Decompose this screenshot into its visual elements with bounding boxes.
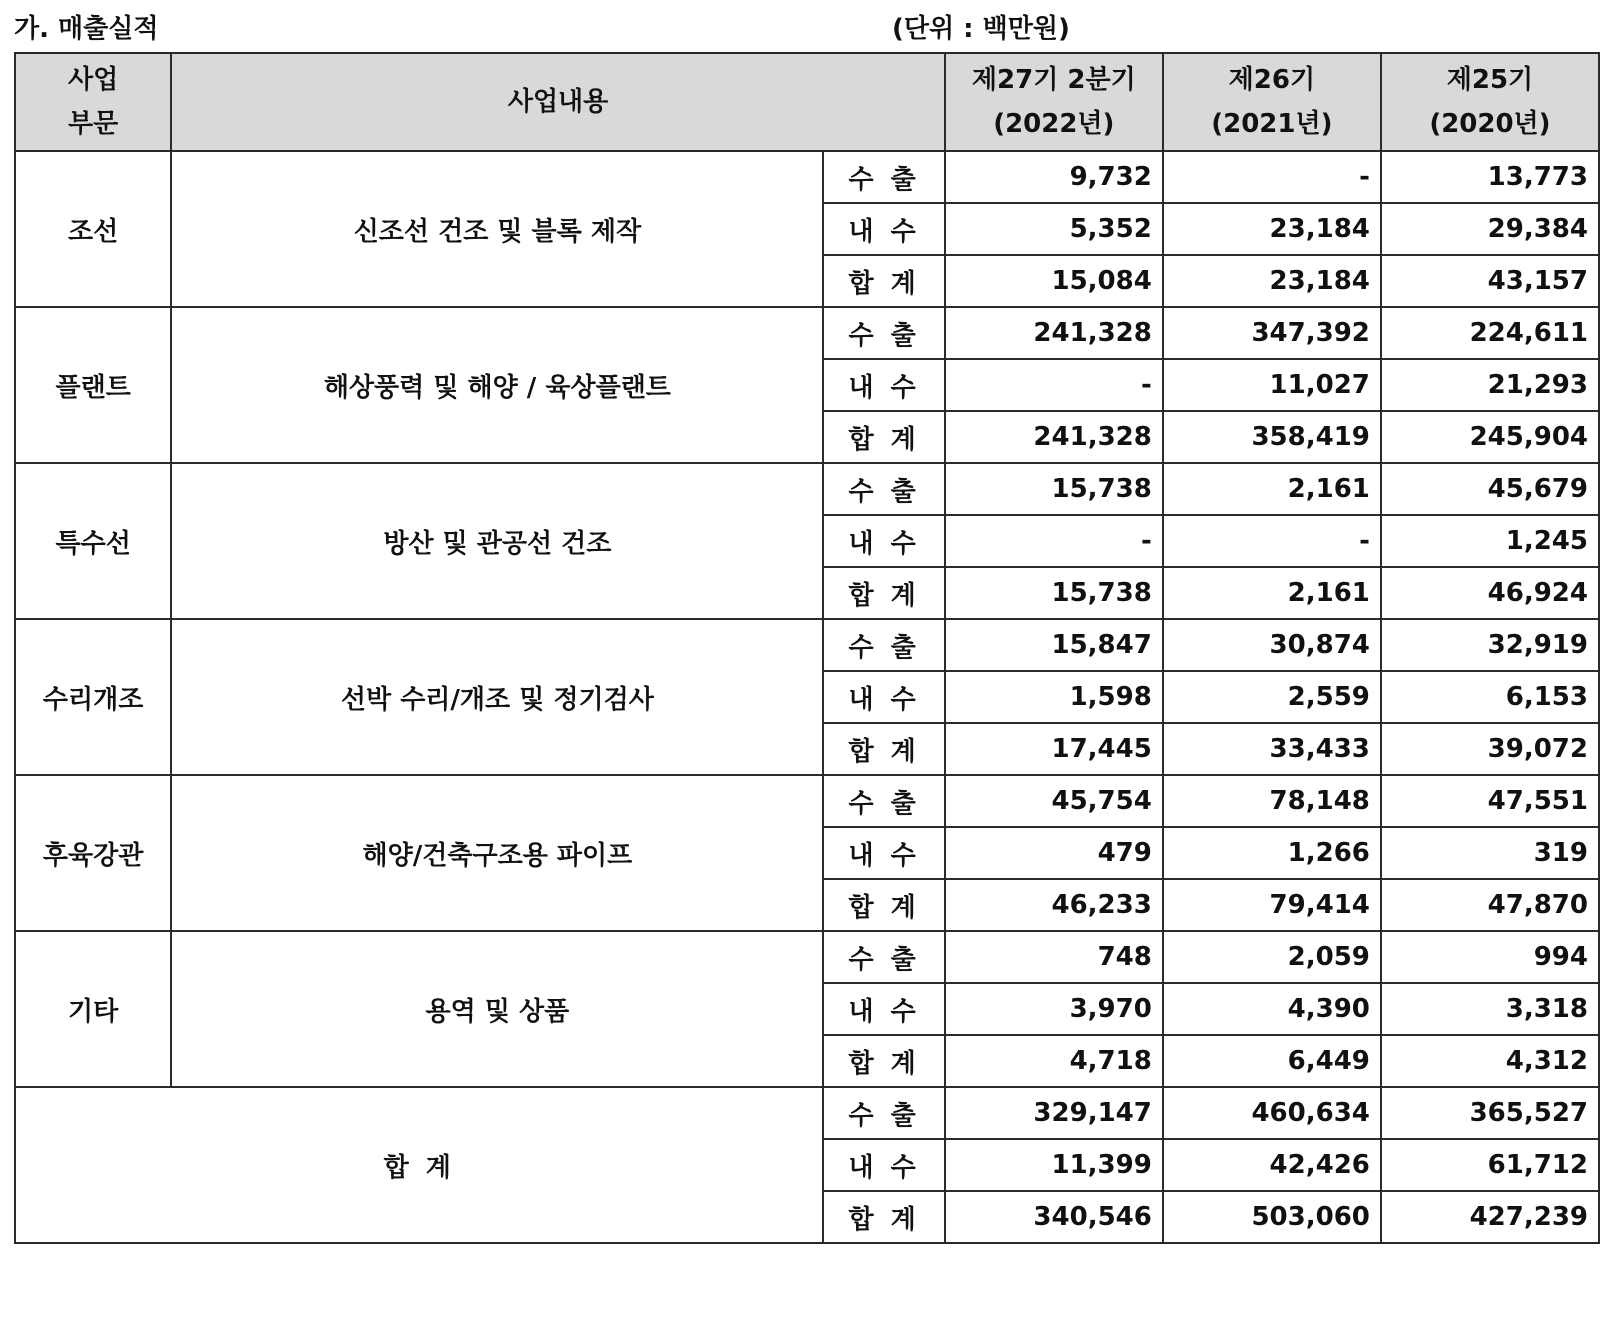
segment-description: 해양/건축구조용 파이프: [171, 775, 823, 931]
value-cell: 503,060: [1163, 1191, 1381, 1243]
value-cell: 42,426: [1163, 1139, 1381, 1191]
value-cell: 47,870: [1381, 879, 1599, 931]
value-cell: 4,312: [1381, 1035, 1599, 1087]
row-kind-label: 내 수: [823, 983, 944, 1035]
row-kind-label: 합 계: [823, 1035, 944, 1087]
header-period-26-text: 제26기 (2021년): [1211, 65, 1333, 139]
row-kind-label: 수 출: [823, 151, 944, 203]
value-cell: 47,551: [1381, 775, 1599, 827]
value-cell: 340,546: [945, 1191, 1163, 1243]
value-cell: 15,738: [945, 567, 1163, 619]
row-kind-label: 내 수: [823, 827, 944, 879]
value-cell: 2,559: [1163, 671, 1381, 723]
segment-description: 방산 및 관공선 건조: [171, 463, 823, 619]
header-segment: [15, 53, 171, 151]
row-kind-label: 합 계: [823, 1191, 944, 1243]
value-cell: 329,147: [945, 1087, 1163, 1139]
value-cell: 3,318: [1381, 983, 1599, 1035]
value-cell: 1,245: [1381, 515, 1599, 567]
table-body: [15, 151, 1599, 1243]
segment-description: 신조선 건조 및 블록 제작: [171, 151, 823, 307]
value-cell: 2,059: [1163, 931, 1381, 983]
header-period-27: [945, 53, 1163, 151]
row-kind-label: 합 계: [823, 411, 944, 463]
grand-total-row: [15, 1087, 1599, 1139]
row-kind-label: 합 계: [823, 567, 944, 619]
value-cell: 61,712: [1381, 1139, 1599, 1191]
segment-name: 특수선: [15, 463, 171, 619]
value-cell: 3,970: [945, 983, 1163, 1035]
row-kind-label: 수 출: [823, 463, 944, 515]
row-kind-label: 내 수: [823, 203, 944, 255]
row-kind-label: 수 출: [823, 775, 944, 827]
table-row: [15, 775, 1599, 827]
value-cell: 78,148: [1163, 775, 1381, 827]
section-title: 가. 매출실적: [14, 14, 159, 44]
value-cell: 6,449: [1163, 1035, 1381, 1087]
value-cell: 30,874: [1163, 619, 1381, 671]
value-cell: 748: [945, 931, 1163, 983]
value-cell: 11,027: [1163, 359, 1381, 411]
row-kind-label: 수 출: [823, 1087, 944, 1139]
row-kind-label: 수 출: [823, 307, 944, 359]
sales-table: [14, 52, 1600, 1244]
value-cell: 43,157: [1381, 255, 1599, 307]
value-cell: 347,392: [1163, 307, 1381, 359]
value-cell: 2,161: [1163, 567, 1381, 619]
value-cell: -: [945, 515, 1163, 567]
value-cell: 21,293: [1381, 359, 1599, 411]
value-cell: 39,072: [1381, 723, 1599, 775]
row-kind-label: 내 수: [823, 671, 944, 723]
row-kind-label: 수 출: [823, 619, 944, 671]
value-cell: -: [1163, 515, 1381, 567]
segment-description: 해상풍력 및 해양 / 육상플랜트: [171, 307, 823, 463]
value-cell: 9,732: [945, 151, 1163, 203]
header-period-25: [1381, 53, 1599, 151]
table-row: [15, 307, 1599, 359]
segment-name: 수리개조: [15, 619, 171, 775]
value-cell: 17,445: [945, 723, 1163, 775]
value-cell: 460,634: [1163, 1087, 1381, 1139]
row-kind-label: 합 계: [823, 255, 944, 307]
row-kind-label: 내 수: [823, 515, 944, 567]
header-segment-text: 사업 부문: [68, 65, 119, 139]
segment-name: 플랜트: [15, 307, 171, 463]
value-cell: 45,679: [1381, 463, 1599, 515]
value-cell: 5,352: [945, 203, 1163, 255]
value-cell: 365,527: [1381, 1087, 1599, 1139]
header-period-25-text: 제25기 (2020년): [1429, 65, 1551, 139]
header-description: [171, 53, 944, 151]
header-description-text: 사업내용: [507, 87, 609, 117]
value-cell: 33,433: [1163, 723, 1381, 775]
value-cell: -: [945, 359, 1163, 411]
value-cell: 1,266: [1163, 827, 1381, 879]
segment-name: 조선: [15, 151, 171, 307]
value-cell: 479: [945, 827, 1163, 879]
value-cell: 13,773: [1381, 151, 1599, 203]
row-kind-label: 내 수: [823, 1139, 944, 1191]
row-kind-label: 합 계: [823, 879, 944, 931]
segment-description: 용역 및 상품: [171, 931, 823, 1087]
value-cell: 4,390: [1163, 983, 1381, 1035]
segment-description: 선박 수리/개조 및 정기검사: [171, 619, 823, 775]
row-kind-label: 합 계: [823, 723, 944, 775]
value-cell: 224,611: [1381, 307, 1599, 359]
table-row: [15, 931, 1599, 983]
value-cell: 15,738: [945, 463, 1163, 515]
value-cell: 319: [1381, 827, 1599, 879]
value-cell: 6,153: [1381, 671, 1599, 723]
header-period-26: [1163, 53, 1381, 151]
value-cell: 994: [1381, 931, 1599, 983]
value-cell: 358,419: [1163, 411, 1381, 463]
value-cell: 4,718: [945, 1035, 1163, 1087]
value-cell: 241,328: [945, 307, 1163, 359]
segment-name: 기타: [15, 931, 171, 1087]
value-cell: 23,184: [1163, 203, 1381, 255]
header-row: [15, 53, 1599, 151]
table-row: [15, 619, 1599, 671]
table-row: [15, 151, 1599, 203]
value-cell: 11,399: [945, 1139, 1163, 1191]
value-cell: 45,754: [945, 775, 1163, 827]
segment-name: 후육강관: [15, 775, 171, 931]
row-kind-label: 수 출: [823, 931, 944, 983]
value-cell: 46,233: [945, 879, 1163, 931]
value-cell: -: [1163, 151, 1381, 203]
unit-label: (단위 : 백만원): [892, 14, 1070, 44]
row-kind-label: 내 수: [823, 359, 944, 411]
value-cell: 23,184: [1163, 255, 1381, 307]
value-cell: 29,384: [1381, 203, 1599, 255]
header-period-27-text: 제27기 2분기 (2022년): [971, 65, 1136, 139]
value-cell: 241,328: [945, 411, 1163, 463]
value-cell: 79,414: [1163, 879, 1381, 931]
grand-total-label: 합 계: [15, 1087, 823, 1243]
value-cell: 1,598: [945, 671, 1163, 723]
value-cell: 15,084: [945, 255, 1163, 307]
table-row: [15, 463, 1599, 515]
value-cell: 427,239: [1381, 1191, 1599, 1243]
value-cell: 245,904: [1381, 411, 1599, 463]
value-cell: 46,924: [1381, 567, 1599, 619]
value-cell: 32,919: [1381, 619, 1599, 671]
value-cell: 15,847: [945, 619, 1163, 671]
value-cell: 2,161: [1163, 463, 1381, 515]
